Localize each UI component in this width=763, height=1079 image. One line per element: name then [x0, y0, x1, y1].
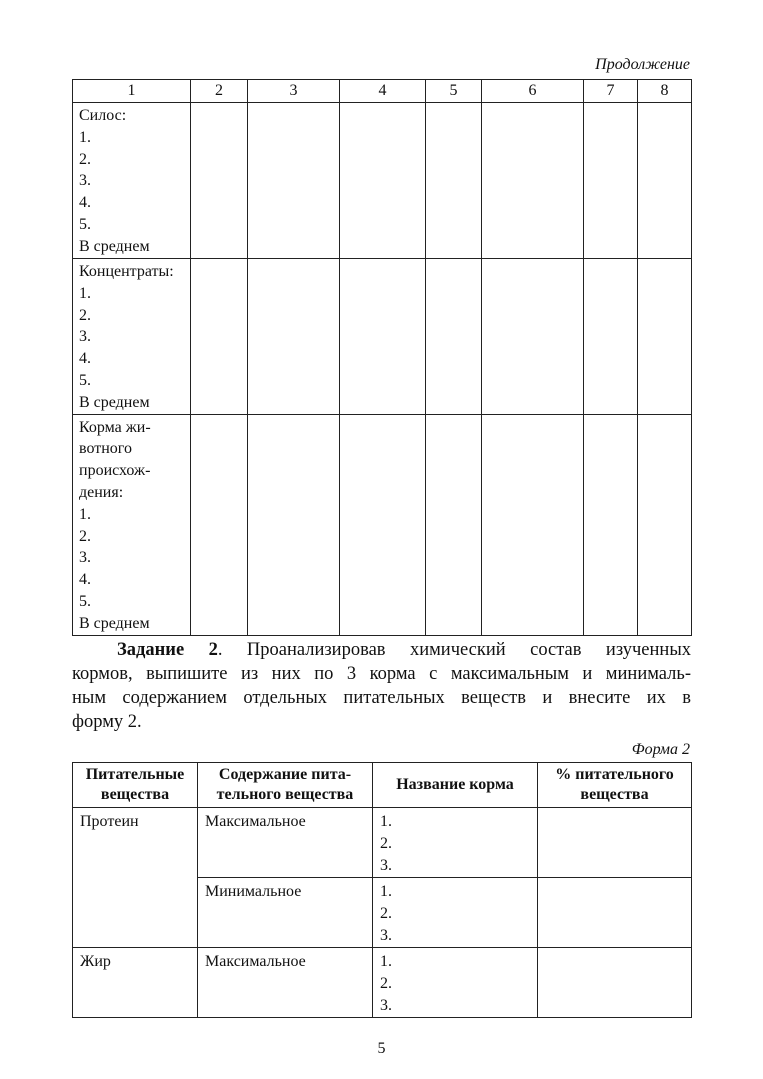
task-2-paragraph: [72, 638, 691, 734]
column-number: 5: [426, 80, 482, 103]
task-label: Задание 2: [117, 640, 218, 660]
content-cell: Максимальное: [198, 808, 373, 878]
empty-cell: [248, 259, 340, 415]
row-label-line: 3.: [79, 172, 91, 190]
page-number: 5: [377, 1040, 386, 1057]
row-label-line: В среднем: [79, 393, 150, 411]
row-label-line: 2.: [79, 306, 91, 324]
list-item: 3.: [380, 997, 392, 1014]
content-cell: Минимальное: [198, 878, 373, 948]
list-item: 2.: [380, 975, 392, 992]
empty-cell: [482, 103, 584, 259]
percent-cell: [538, 878, 692, 948]
task-line: форму 2.: [72, 712, 142, 732]
row-label-line: Корма жи-: [79, 418, 151, 436]
row-label-line: 5.: [79, 215, 91, 233]
table-row: [73, 808, 692, 878]
empty-cell: [248, 103, 340, 259]
form-2-label: Форма 2: [631, 741, 690, 758]
row-label-line: 5.: [79, 592, 91, 610]
task-line: ным содержанием отдельных питательных веществ и внесите их в: [72, 688, 691, 708]
row-label-line: В среднем: [79, 614, 150, 632]
form-2-table: [72, 762, 692, 1018]
empty-cell: [584, 259, 638, 415]
empty-cell: [426, 259, 482, 415]
empty-cell: [191, 103, 248, 259]
row-label-line: 2.: [79, 527, 91, 545]
header-nutrient: [73, 763, 198, 808]
list-item: 2.: [380, 835, 392, 852]
header-line: тельного вещества: [216, 786, 354, 803]
header-line: Содержание пита-: [218, 766, 352, 783]
empty-cell: [426, 414, 482, 635]
header-feed-name: Название корма: [373, 763, 538, 808]
row-label-line: 2.: [79, 150, 91, 168]
header-content: [198, 763, 373, 808]
empty-cell: [638, 259, 692, 415]
empty-cell: [191, 414, 248, 635]
row-label-line: Концентраты:: [79, 263, 174, 280]
empty-cell: [482, 259, 584, 415]
content-cell: Максимальное: [198, 948, 373, 1018]
header-line: % питательного: [555, 766, 674, 783]
column-number: 4: [340, 80, 426, 103]
empty-cell: [340, 414, 426, 635]
row-label-line: 3.: [79, 328, 91, 346]
empty-cell: [248, 414, 340, 635]
row-label-line: 4.: [79, 194, 91, 212]
table-header-row: [73, 80, 692, 103]
list-item: 3.: [380, 857, 392, 874]
column-number: 3: [248, 80, 340, 103]
table-header-row: [73, 763, 692, 808]
header-line: вещества: [580, 786, 649, 803]
list-item: 3.: [380, 927, 392, 944]
header-line: Питательные: [85, 766, 185, 783]
feed-name-cell: [373, 878, 538, 948]
empty-cell: [638, 414, 692, 635]
empty-cell: [191, 259, 248, 415]
table-row-animal-feed: [73, 414, 692, 635]
column-number: 6: [482, 80, 584, 103]
row-label-line: 3.: [79, 549, 91, 567]
row-label-line: Силос:: [79, 107, 127, 124]
empty-cell: [584, 103, 638, 259]
row-label-line: 5.: [79, 371, 91, 389]
feed-composition-table: [72, 79, 692, 636]
row-label-line: 4.: [79, 571, 91, 589]
percent-cell: [538, 808, 692, 878]
row-label-line: 1.: [79, 128, 91, 146]
row-label-line: 1.: [79, 284, 91, 302]
table-row-silage: [73, 103, 692, 259]
nutrient-cell: Жир: [73, 948, 198, 1018]
row-label-line: вотного: [79, 440, 132, 458]
row-label-line: 1.: [79, 505, 91, 523]
column-number: 2: [191, 80, 248, 103]
row-label-line: В среднем: [79, 237, 150, 255]
continuation-label: Продолжение: [595, 56, 690, 73]
percent-cell: [538, 948, 692, 1018]
column-number: 1: [73, 80, 191, 103]
table-row: [73, 948, 692, 1018]
list-item: 1.: [380, 953, 392, 970]
empty-cell: [426, 103, 482, 259]
task-text: . Проанализировав химический состав изученных: [217, 640, 691, 660]
list-item: 2.: [380, 905, 392, 922]
row-label-cell: [73, 103, 191, 259]
row-label-line: 4.: [79, 350, 91, 368]
task-line: кормов, выпишите из них по 3 корма с максимальным и минималь-: [72, 664, 691, 684]
row-label-line: происхож-: [79, 462, 151, 480]
row-label-line: дения:: [79, 483, 124, 501]
row-label-cell: [73, 414, 191, 635]
feed-name-cell: [373, 948, 538, 1018]
header-percent: [538, 763, 692, 808]
nutrient-cell: Протеин: [73, 808, 198, 948]
feed-name-cell: [373, 808, 538, 878]
row-label-cell: [73, 259, 191, 415]
header-line: вещества: [100, 786, 170, 803]
empty-cell: [482, 414, 584, 635]
empty-cell: [340, 103, 426, 259]
empty-cell: [340, 259, 426, 415]
list-item: 1.: [380, 883, 392, 900]
column-number: 7: [584, 80, 638, 103]
empty-cell: [584, 414, 638, 635]
task-line: [72, 638, 691, 662]
list-item: 1.: [380, 813, 392, 830]
table-row-concentrates: [73, 259, 692, 415]
column-number: 8: [638, 80, 692, 103]
empty-cell: [638, 103, 692, 259]
